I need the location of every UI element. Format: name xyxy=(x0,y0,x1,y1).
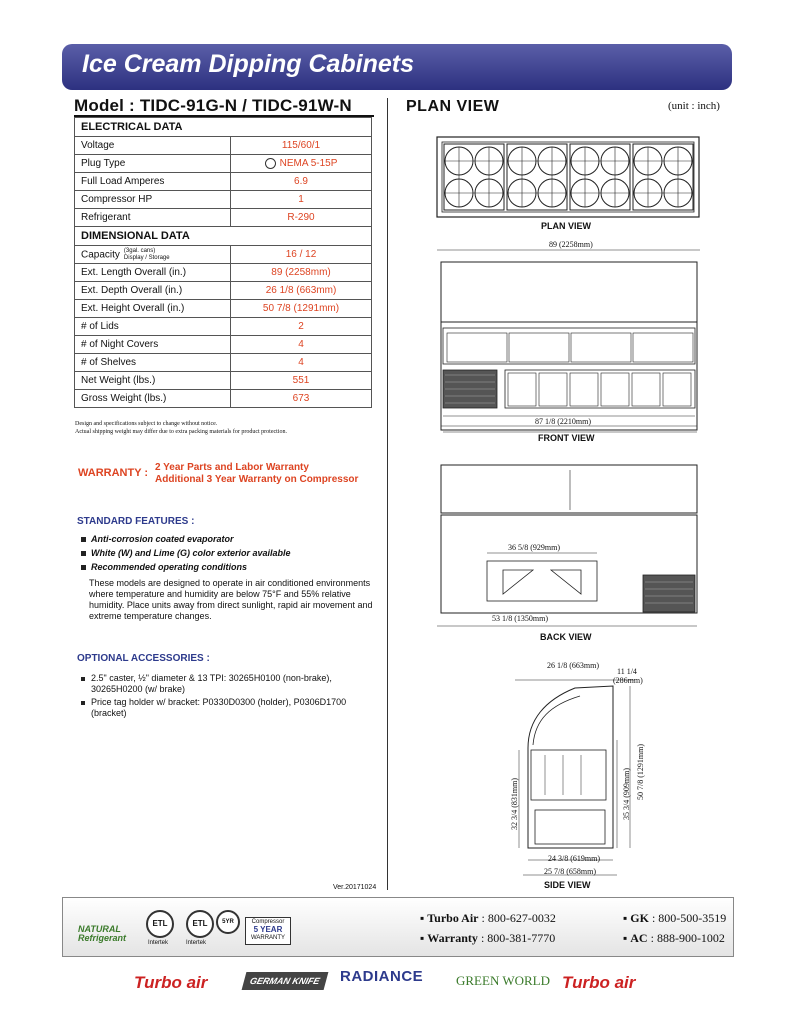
electrical-data-heading: ELECTRICAL DATA xyxy=(75,118,372,137)
contact-turbo: ▪ Turbo Air : 800-627-0032 xyxy=(420,911,556,925)
table-row xyxy=(75,137,372,155)
dimensional-data-heading: DIMENSIONAL DATA xyxy=(75,227,372,246)
table-row xyxy=(75,264,372,282)
compressor-warranty-badge xyxy=(245,917,291,945)
plan-view-heading: PLAN VIEW xyxy=(406,98,500,115)
spec-label: # of Lids xyxy=(75,318,231,336)
feature-text: White (W) and Lime (G) color exterior available xyxy=(91,548,291,558)
dim-base-depth: 24 3/8 (619mm) xyxy=(548,854,600,863)
turbo-air-logo-2: Turbo air xyxy=(562,973,636,992)
table-row xyxy=(75,155,372,173)
spec-label: Ext. Length Overall (in.) xyxy=(75,264,231,282)
radiance-logo: RADIANCE xyxy=(340,968,424,985)
spec-table xyxy=(74,117,372,408)
dim-overall-depth: 25 7/8 (658mm) xyxy=(544,867,596,876)
spec-value: 673 xyxy=(231,390,372,408)
spec-value: 4 xyxy=(231,336,372,354)
spec-note-line: Actual shipping weight may differ due to extra packing materials for product protection. xyxy=(75,429,287,435)
list-item xyxy=(81,562,381,573)
table-row xyxy=(75,300,372,318)
dim-back-width: 53 1/8 (1350mm) xyxy=(492,614,548,623)
capacity-sub1: (3gal. cans) xyxy=(123,247,156,254)
spec-note-line: Design and specifications subject to change without notice. xyxy=(75,421,218,427)
badge-mid: 5 YEAR xyxy=(253,925,283,934)
bullet-icon xyxy=(81,565,86,570)
spec-label: Compressor HP xyxy=(75,191,231,209)
dim-height: 50 7/8 (1291mm) xyxy=(636,744,645,800)
capacity-label: Capacity xyxy=(81,249,120,261)
warranty-seal-icon: 5YR xyxy=(216,910,240,934)
contact-phone: : 800-381-7770 xyxy=(480,931,556,945)
green-world-logo: GREEN WORLD xyxy=(456,973,551,988)
capacity-sub2: Display / Storage xyxy=(123,254,170,261)
spec-label: # of Night Covers xyxy=(75,336,231,354)
intertek-label: Intertek xyxy=(186,940,207,946)
intertek-label: Intertek xyxy=(148,940,169,946)
contact-label: Warranty xyxy=(427,931,478,945)
unit-label: (unit : inch) xyxy=(668,100,720,112)
list-item xyxy=(81,534,381,545)
table-row xyxy=(75,336,372,354)
warranty-line: 2 Year Parts and Labor Warranty xyxy=(155,462,309,473)
table-row xyxy=(75,318,372,336)
table-row xyxy=(75,191,372,209)
spec-label xyxy=(75,246,231,264)
front-view-label: FRONT VIEW xyxy=(538,433,595,443)
spec-value: R-290 xyxy=(231,209,372,227)
dim-top-offset: 11 1/4 xyxy=(617,667,637,676)
dim-front-width: 87 1/8 (2210mm) xyxy=(535,417,591,426)
dim-base-height: 32 3/4 (831mm) xyxy=(510,778,519,830)
badge-top: Compressor xyxy=(251,919,285,925)
spec-label: Full Load Amperes xyxy=(75,173,231,191)
dim-depth: 26 1/8 (663mm) xyxy=(547,661,599,670)
contact-label: Turbo Air xyxy=(427,911,479,925)
bullet-icon xyxy=(81,551,86,556)
spec-label: Gross Weight (lbs.) xyxy=(75,390,231,408)
warranty-line: Additional 3 Year Warranty on Compressor xyxy=(155,474,359,485)
natural-text: NATURAL xyxy=(78,924,121,934)
standard-features-list xyxy=(81,534,381,576)
contact-phones xyxy=(420,908,726,948)
spec-label: Net Weight (lbs.) xyxy=(75,372,231,390)
side-view-label: SIDE VIEW xyxy=(544,880,591,890)
spec-value: 16 / 12 xyxy=(231,246,372,264)
list-item: Price tag holder w/ bracket: P0330D0300 (holder), P0306D1700 (bracket) xyxy=(81,697,371,719)
plan-view-drawing xyxy=(437,137,699,217)
spec-value: 6.9 xyxy=(231,173,372,191)
dim-top-offset-mm: (286mm) xyxy=(613,676,643,685)
dim-length: 89 (2258mm) xyxy=(549,240,593,249)
etl-cert-icon: ETL xyxy=(146,910,174,938)
table-row xyxy=(75,209,372,227)
side-view-drawing xyxy=(515,680,635,875)
plan-view-label: PLAN VIEW xyxy=(541,221,592,231)
table-row xyxy=(75,372,372,390)
contact-row xyxy=(420,908,726,928)
spec-note xyxy=(75,420,375,436)
dim-door-span: 36 5/8 (929mm) xyxy=(508,543,560,552)
table-row xyxy=(75,173,372,191)
spec-label: Ext. Height Overall (in.) xyxy=(75,300,231,318)
contact-phone: : 800-627-0032 xyxy=(481,911,556,925)
model-heading: Model : TIDC-91G-N / TIDC-91W-N xyxy=(74,96,352,115)
spec-value: 115/60/1 xyxy=(231,137,372,155)
technical-drawings xyxy=(395,120,735,900)
spec-value: 2 xyxy=(231,318,372,336)
german-knife-logo: GERMAN KNIFE xyxy=(242,972,328,990)
spec-value: 1 xyxy=(231,191,372,209)
operating-conditions-text: These models are designed to operate in air conditioned environments where temperature and humidity are below 75°F and 55% relative humidity. Place units away from direct sunlight, rapid air movement and extreme temperature changes. xyxy=(89,578,373,621)
list-item: 2.5" caster, ½" diameter & 13 TPI: 30265H0100 (non-brake), 30265H0200 (w/ brake) xyxy=(81,673,371,695)
feature-text: Recommended operating conditions xyxy=(91,562,248,572)
contact-warranty: ▪ Warranty : 800-381-7770 xyxy=(420,931,556,945)
plug-icon xyxy=(265,158,276,169)
spec-value: 26 1/8 (663mm) xyxy=(231,282,372,300)
spec-value: 4 xyxy=(231,354,372,372)
back-view-drawing xyxy=(437,465,697,626)
spec-label: # of Shelves xyxy=(75,354,231,372)
spec-label: Plug Type xyxy=(75,155,231,173)
refrigerant-text: Refrigerant xyxy=(78,933,127,943)
spec-label: Voltage xyxy=(75,137,231,155)
spec-label: Ext. Depth Overall (in.) xyxy=(75,282,231,300)
spec-label: Refrigerant xyxy=(75,209,231,227)
spec-value: 89 (2258mm) xyxy=(231,264,372,282)
optional-accessories-heading: OPTIONAL ACCESSORIES : xyxy=(77,653,210,664)
etl-sanitation-icon: ETL xyxy=(186,910,214,938)
turbo-air-logo: Turbo air xyxy=(134,973,208,992)
natural-refrigerant-logo xyxy=(78,925,126,943)
front-view-drawing xyxy=(437,250,700,432)
contact-phone: : 888-900-1002 xyxy=(650,931,725,945)
version-label: Ver.20171024 xyxy=(333,884,377,891)
optional-accessories-list xyxy=(81,673,371,721)
table-row xyxy=(75,282,372,300)
badge-bot: WARRANTY xyxy=(250,935,286,941)
dim-counter-height: 35 3/4 (909mm) xyxy=(622,768,631,820)
list-item xyxy=(81,548,381,559)
bullet-icon xyxy=(81,537,86,542)
spec-value xyxy=(231,155,372,173)
contact-row xyxy=(420,928,726,948)
feature-text: Anti-corrosion coated evaporator xyxy=(91,534,234,544)
column-divider xyxy=(387,98,388,890)
contact-ac: ▪ AC : 888-900-1002 xyxy=(623,931,725,945)
table-row xyxy=(75,246,372,264)
table-row xyxy=(75,354,372,372)
contact-gk: ▪ GK : 800-500-3519 xyxy=(623,911,727,925)
contact-label: GK xyxy=(630,911,649,925)
table-row xyxy=(75,390,372,408)
contact-label: AC xyxy=(630,931,648,945)
standard-features-heading: STANDARD FEATURES : xyxy=(77,516,195,527)
spec-value: 50 7/8 (1291mm) xyxy=(231,300,372,318)
spec-value: 551 xyxy=(231,372,372,390)
contact-phone: : 800-500-3519 xyxy=(651,911,727,925)
back-view-label: BACK VIEW xyxy=(540,632,592,642)
plug-type-value: NEMA 5-15P xyxy=(279,158,338,170)
capacity-sublabel xyxy=(124,248,170,262)
page-title: Ice Cream Dipping Cabinets xyxy=(82,50,415,78)
warranty-label: WARRANTY : xyxy=(78,467,149,479)
warranty-text xyxy=(155,462,358,486)
